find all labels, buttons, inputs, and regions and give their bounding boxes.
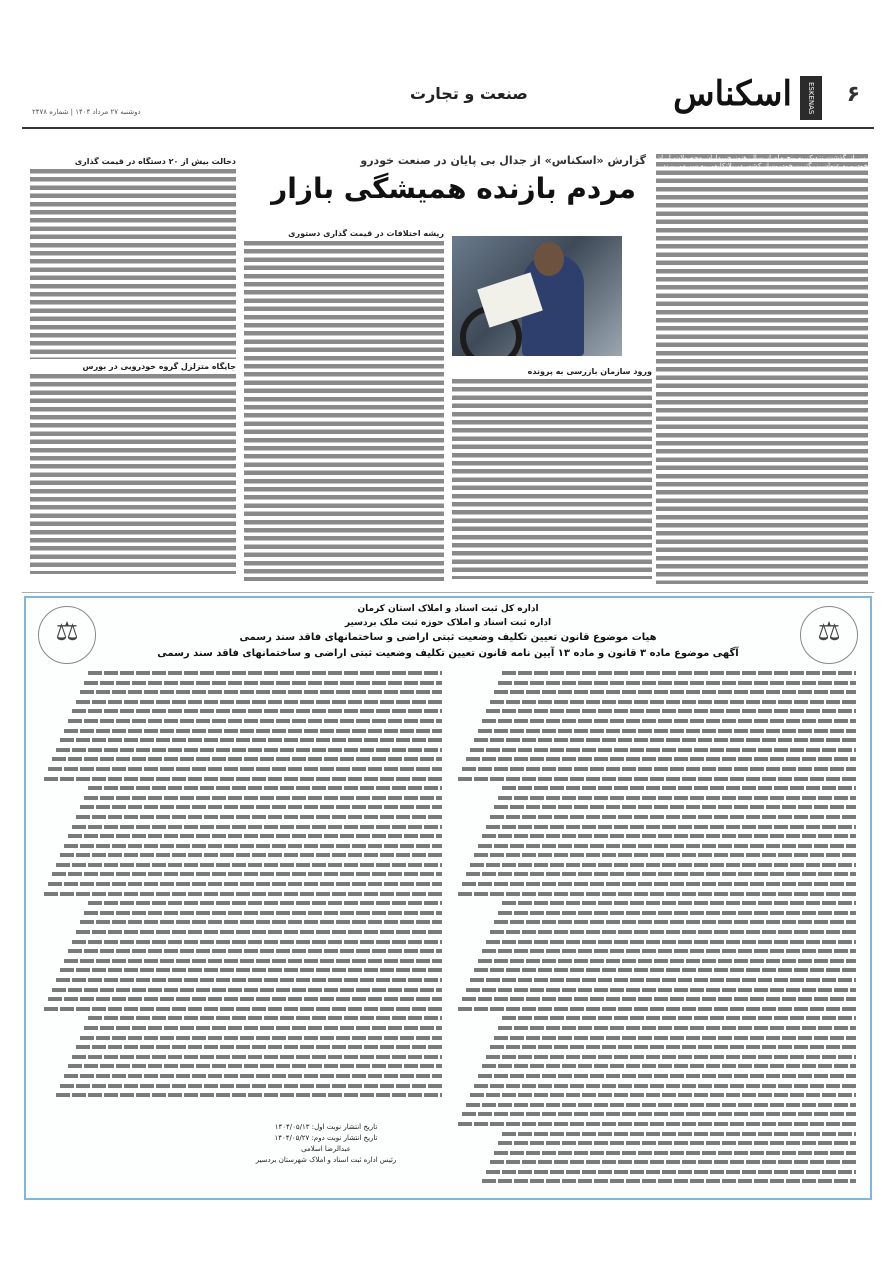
notice-row bbox=[72, 822, 442, 832]
article-kicker: گزارش «اسکناس» از جدال بی پایان در صنعت خودرو bbox=[360, 154, 646, 167]
notice-row bbox=[68, 716, 442, 726]
notice-row bbox=[44, 1004, 442, 1014]
logo-tag-box bbox=[800, 76, 822, 120]
notice-row bbox=[502, 1013, 856, 1023]
notice-row bbox=[478, 841, 856, 851]
legal-notice bbox=[24, 596, 872, 1200]
notice-row bbox=[72, 937, 442, 947]
notice-row bbox=[474, 965, 856, 975]
article bbox=[22, 138, 874, 590]
notice-row bbox=[478, 726, 856, 736]
notice-row bbox=[466, 985, 856, 995]
column-2-body bbox=[452, 379, 652, 579]
article-headline: مردم بازنده همیشگی بازار bbox=[271, 172, 636, 205]
notice-row bbox=[502, 1129, 856, 1139]
subhead-2: ریشه اختلافات در قیمت گذاری دستوری bbox=[244, 229, 444, 238]
notice-row bbox=[482, 946, 856, 956]
notice-date-second: تاریخ انتشار نوبت دوم: ۱۴۰۴/۰۵/۲۷ bbox=[274, 1134, 378, 1142]
notice-row bbox=[52, 985, 442, 995]
notice-row bbox=[466, 1100, 856, 1110]
article-rule bbox=[22, 592, 874, 593]
notice-row bbox=[88, 898, 442, 908]
notice-row bbox=[494, 1148, 856, 1158]
notice-row bbox=[88, 1013, 442, 1023]
notice-date-first: تاریخ انتشار نوبت اول: ۱۴۰۴/۰۵/۱۳ bbox=[274, 1123, 378, 1131]
column-4-body-a bbox=[30, 169, 236, 359]
notice-row bbox=[52, 754, 442, 764]
notice-office: اداره ثبت اسناد و املاک حوزه ثبت ملک بردسیر bbox=[344, 618, 552, 628]
section-title: صنعت و تجارت bbox=[410, 84, 528, 103]
logo-tag: ESKENAS bbox=[807, 82, 815, 115]
notice-row bbox=[486, 822, 856, 832]
notice-row bbox=[470, 975, 856, 985]
notice-row bbox=[64, 841, 442, 851]
notice-body-left bbox=[40, 668, 442, 1108]
notice-row bbox=[48, 994, 442, 1004]
notice-row bbox=[76, 812, 442, 822]
notice-row bbox=[482, 831, 856, 841]
notice-row bbox=[470, 860, 856, 870]
notice-row bbox=[474, 735, 856, 745]
notice-row bbox=[498, 793, 856, 803]
notice-row bbox=[88, 783, 442, 793]
notice-row bbox=[48, 764, 442, 774]
notice-row bbox=[72, 706, 442, 716]
masthead-rule bbox=[22, 127, 874, 129]
notice-row bbox=[458, 889, 856, 899]
notice-row bbox=[84, 1023, 442, 1033]
notice-row bbox=[56, 860, 442, 870]
notice-row bbox=[482, 1176, 856, 1186]
notice-row bbox=[64, 956, 442, 966]
notice-row bbox=[478, 956, 856, 966]
notice-row bbox=[48, 879, 442, 889]
newspaper-logo: اسکناس bbox=[673, 74, 792, 114]
notice-row bbox=[502, 783, 856, 793]
notice-body-right bbox=[454, 668, 856, 1188]
notice-row bbox=[474, 850, 856, 860]
column-3-body bbox=[244, 241, 444, 581]
notice-row bbox=[490, 812, 856, 822]
notice-signatory: عبدالرضا اسلامی رئیس اداره ثبت اسناد و املاک شهرستان بردسیر bbox=[255, 1145, 397, 1164]
notice-row bbox=[44, 774, 442, 784]
notice-row bbox=[494, 917, 856, 927]
notice-row bbox=[486, 937, 856, 947]
notice-row bbox=[88, 668, 442, 678]
notice-row bbox=[490, 697, 856, 707]
notice-row bbox=[458, 774, 856, 784]
emblem-left-icon bbox=[38, 606, 96, 664]
notice-row bbox=[60, 965, 442, 975]
notice-row bbox=[486, 706, 856, 716]
notice-row bbox=[486, 1167, 856, 1177]
notice-row bbox=[482, 716, 856, 726]
article-column-4 bbox=[30, 154, 236, 584]
notice-row bbox=[490, 1042, 856, 1052]
article-photo bbox=[452, 236, 622, 356]
notice-row bbox=[490, 927, 856, 937]
subhead-3: جایگاه متزلزل گروه خودرویی در بورس bbox=[30, 362, 236, 371]
notice-row bbox=[60, 735, 442, 745]
notice-row bbox=[494, 1033, 856, 1043]
column-1-body: پس از گذشت نزدیک به پنج ماه از سال هنوز خریداران محصولات ایران خودرو به عنوان بزرگترین خودروساز کشور در بلاتکلیفی به سر می برند. bbox=[656, 154, 868, 584]
notice-row bbox=[462, 764, 856, 774]
notice-row bbox=[478, 1071, 856, 1081]
notice-row bbox=[482, 1061, 856, 1071]
notice-row bbox=[56, 745, 442, 755]
notice-row bbox=[490, 1157, 856, 1167]
notice-row bbox=[474, 1081, 856, 1091]
notice-row bbox=[458, 1004, 856, 1014]
notice-row bbox=[76, 927, 442, 937]
article-column-2 bbox=[452, 364, 652, 584]
notice-row bbox=[68, 831, 442, 841]
notice-row bbox=[486, 1052, 856, 1062]
notice-row bbox=[494, 802, 856, 812]
notice-row bbox=[76, 1042, 442, 1052]
photo-person-head bbox=[534, 242, 564, 276]
notice-row bbox=[68, 946, 442, 956]
notice-row bbox=[56, 975, 442, 985]
emblem-right-icon bbox=[800, 606, 858, 664]
article-column-3 bbox=[244, 226, 444, 584]
notice-row bbox=[498, 1138, 856, 1148]
notice-row bbox=[80, 802, 442, 812]
notice-org: اداره کل ثبت اسناد و املاک استان کرمان bbox=[357, 604, 539, 614]
notice-row bbox=[458, 1119, 856, 1129]
page-number: ۶ bbox=[846, 82, 860, 107]
notice-row bbox=[502, 668, 856, 678]
column-4-body-b bbox=[30, 374, 236, 574]
notice-row bbox=[68, 1061, 442, 1071]
notice-row bbox=[80, 917, 442, 927]
notice-row bbox=[466, 754, 856, 764]
notice-row bbox=[84, 678, 442, 688]
notice-row bbox=[56, 1090, 442, 1100]
subhead-4: دخالت بیش از ۲۰ دستگاه در قیمت گذاری bbox=[30, 157, 236, 166]
notice-row bbox=[470, 745, 856, 755]
notice-row bbox=[498, 1023, 856, 1033]
notice-row bbox=[498, 678, 856, 688]
notice-row bbox=[466, 869, 856, 879]
article-column-1 bbox=[656, 154, 868, 584]
notice-row bbox=[60, 1081, 442, 1091]
notice-row bbox=[64, 1071, 442, 1081]
notice-title: آگهی موضوع ماده ۳ قانون و ماده ۱۳ آیین نامه قانون تعیین تکلیف وضعیت ثبتی اراضی و ساختمانهای فاقد سند رسمی bbox=[157, 648, 739, 659]
notice-row bbox=[60, 850, 442, 860]
notice-row bbox=[80, 1033, 442, 1043]
notice-row bbox=[64, 726, 442, 736]
subhead-1: ورود سازمان بازرسی به پرونده bbox=[452, 367, 652, 376]
masthead bbox=[22, 74, 874, 126]
notice-row bbox=[72, 1052, 442, 1062]
notice-row bbox=[498, 908, 856, 918]
notice-row bbox=[502, 898, 856, 908]
notice-row bbox=[470, 1090, 856, 1100]
notice-row bbox=[462, 994, 856, 1004]
notice-board: هیات موضوع قانون تعیین تکلیف وضعیت ثبتی اراضی و ساختمانهای فاقد سند رسمی bbox=[239, 632, 657, 643]
notice-row bbox=[76, 697, 442, 707]
issue-date: دوشنبه ۲۷ مرداد ۱۴۰۴ | شماره ۲۴۷۸ bbox=[32, 108, 141, 116]
notice-row bbox=[84, 793, 442, 803]
notice-row bbox=[462, 879, 856, 889]
notice-row bbox=[52, 869, 442, 879]
notice-signature bbox=[226, 1122, 426, 1166]
notice-row bbox=[80, 687, 442, 697]
notice-row bbox=[84, 908, 442, 918]
notice-row bbox=[462, 1109, 856, 1119]
notice-row bbox=[494, 687, 856, 697]
notice-row bbox=[44, 889, 442, 899]
